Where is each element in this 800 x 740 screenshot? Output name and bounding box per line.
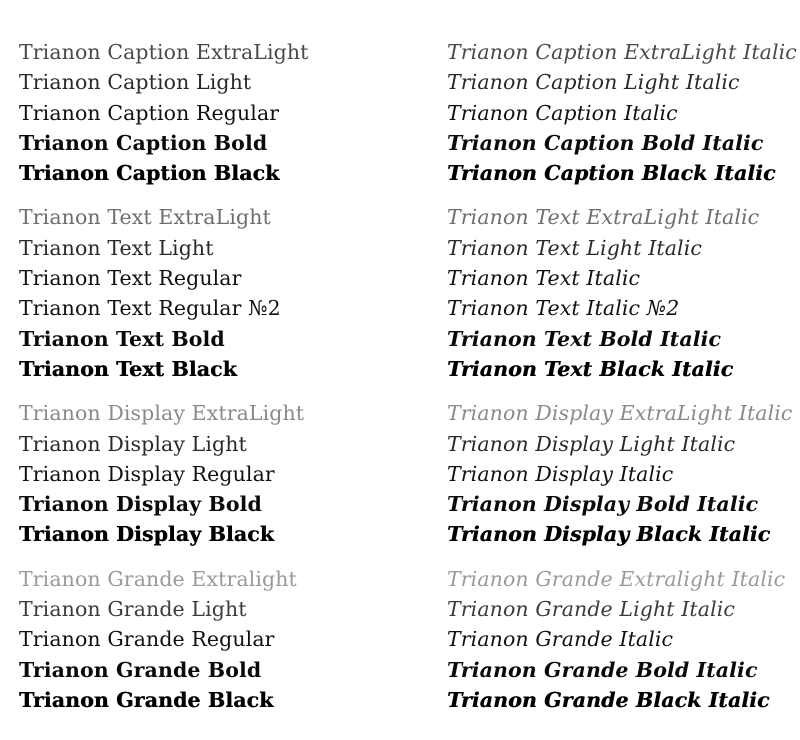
grande-bold-italic-sample: Trianon Grande Bold Italic: [447, 657, 758, 682]
grande-italic-sample: Trianon Grande Italic: [447, 627, 674, 652]
caption-black-italic-sample: Trianon Caption Black Italic: [447, 161, 776, 186]
display-light-italic-sample: Trianon Display Light Italic: [447, 431, 736, 456]
text-italic-no2-sample: Trianon Text Italic №2: [447, 296, 680, 321]
caption-bold-sample: Trianon Caption Bold: [19, 130, 268, 155]
display-extralight-sample: Trianon Display ExtraLight: [19, 401, 305, 426]
grande-italic-group: [447, 564, 797, 715]
caption-italic-group: [447, 37, 797, 188]
display-extralight-italic-sample: Trianon Display ExtraLight Italic: [447, 401, 793, 426]
text-extralight-italic-sample: Trianon Text ExtraLight Italic: [447, 205, 760, 230]
display-regular-sample: Trianon Display Regular: [19, 461, 275, 486]
display-bold-sample: Trianon Display Bold: [19, 492, 262, 517]
text-light-italic-sample: Trianon Text Light Italic: [447, 235, 702, 260]
caption-extralight-sample: Trianon Caption ExtraLight: [19, 40, 309, 64]
display-light-sample: Trianon Display Light: [19, 431, 247, 456]
text-light-sample: Trianon Text Light: [19, 235, 214, 260]
caption-bold-italic-sample: Trianon Caption Bold Italic: [447, 130, 764, 155]
text-bold-sample: Trianon Text Bold: [19, 326, 225, 351]
grande-light-sample: Trianon Grande Light: [19, 597, 247, 622]
text-regular-no2-sample: Trianon Text Regular №2: [19, 296, 281, 321]
grande-regular-sample: Trianon Grande Regular: [19, 627, 275, 652]
caption-light-italic-sample: Trianon Caption Light Italic: [447, 70, 740, 95]
grande-bold-sample: Trianon Grande Bold: [19, 657, 262, 682]
text-extralight-sample: Trianon Text ExtraLight: [19, 205, 271, 230]
display-bold-italic-sample: Trianon Display Bold Italic: [447, 492, 759, 517]
text-regular-sample: Trianon Text Regular: [19, 266, 242, 291]
italic-column: [447, 37, 797, 715]
grande-extralight-sample: Trianon Grande Extralight: [19, 566, 297, 591]
caption-italic-sample: Trianon Caption Italic: [447, 100, 678, 125]
upright-column: [19, 37, 309, 715]
caption-extralight-italic-sample: Trianon Caption ExtraLight Italic: [447, 40, 797, 64]
grande-black-italic-sample: Trianon Grande Black Italic: [447, 687, 770, 712]
caption-light-sample: Trianon Caption Light: [19, 70, 252, 95]
display-upright-group: [19, 398, 309, 549]
grande-extralight-italic-sample: Trianon Grande Extralight Italic: [447, 566, 786, 591]
text-black-italic-sample: Trianon Text Black Italic: [447, 356, 734, 381]
text-italic-sample: Trianon Text Italic: [447, 266, 641, 291]
text-bold-italic-sample: Trianon Text Bold Italic: [447, 326, 722, 351]
display-italic-sample: Trianon Display Italic: [447, 461, 674, 486]
caption-upright-group: [19, 37, 309, 188]
display-black-sample: Trianon Display Black: [19, 522, 274, 547]
grande-light-italic-sample: Trianon Grande Light Italic: [447, 597, 735, 622]
text-upright-group: [19, 202, 309, 384]
text-black-sample: Trianon Text Black: [19, 356, 237, 381]
grande-upright-group: [19, 564, 309, 715]
display-black-italic-sample: Trianon Display Black Italic: [447, 522, 771, 547]
caption-regular-sample: Trianon Caption Regular: [19, 100, 280, 125]
grande-black-sample: Trianon Grande Black: [19, 687, 274, 712]
text-italic-group: [447, 202, 797, 384]
display-italic-group: [447, 398, 797, 549]
caption-black-sample: Trianon Caption Black: [19, 161, 280, 186]
